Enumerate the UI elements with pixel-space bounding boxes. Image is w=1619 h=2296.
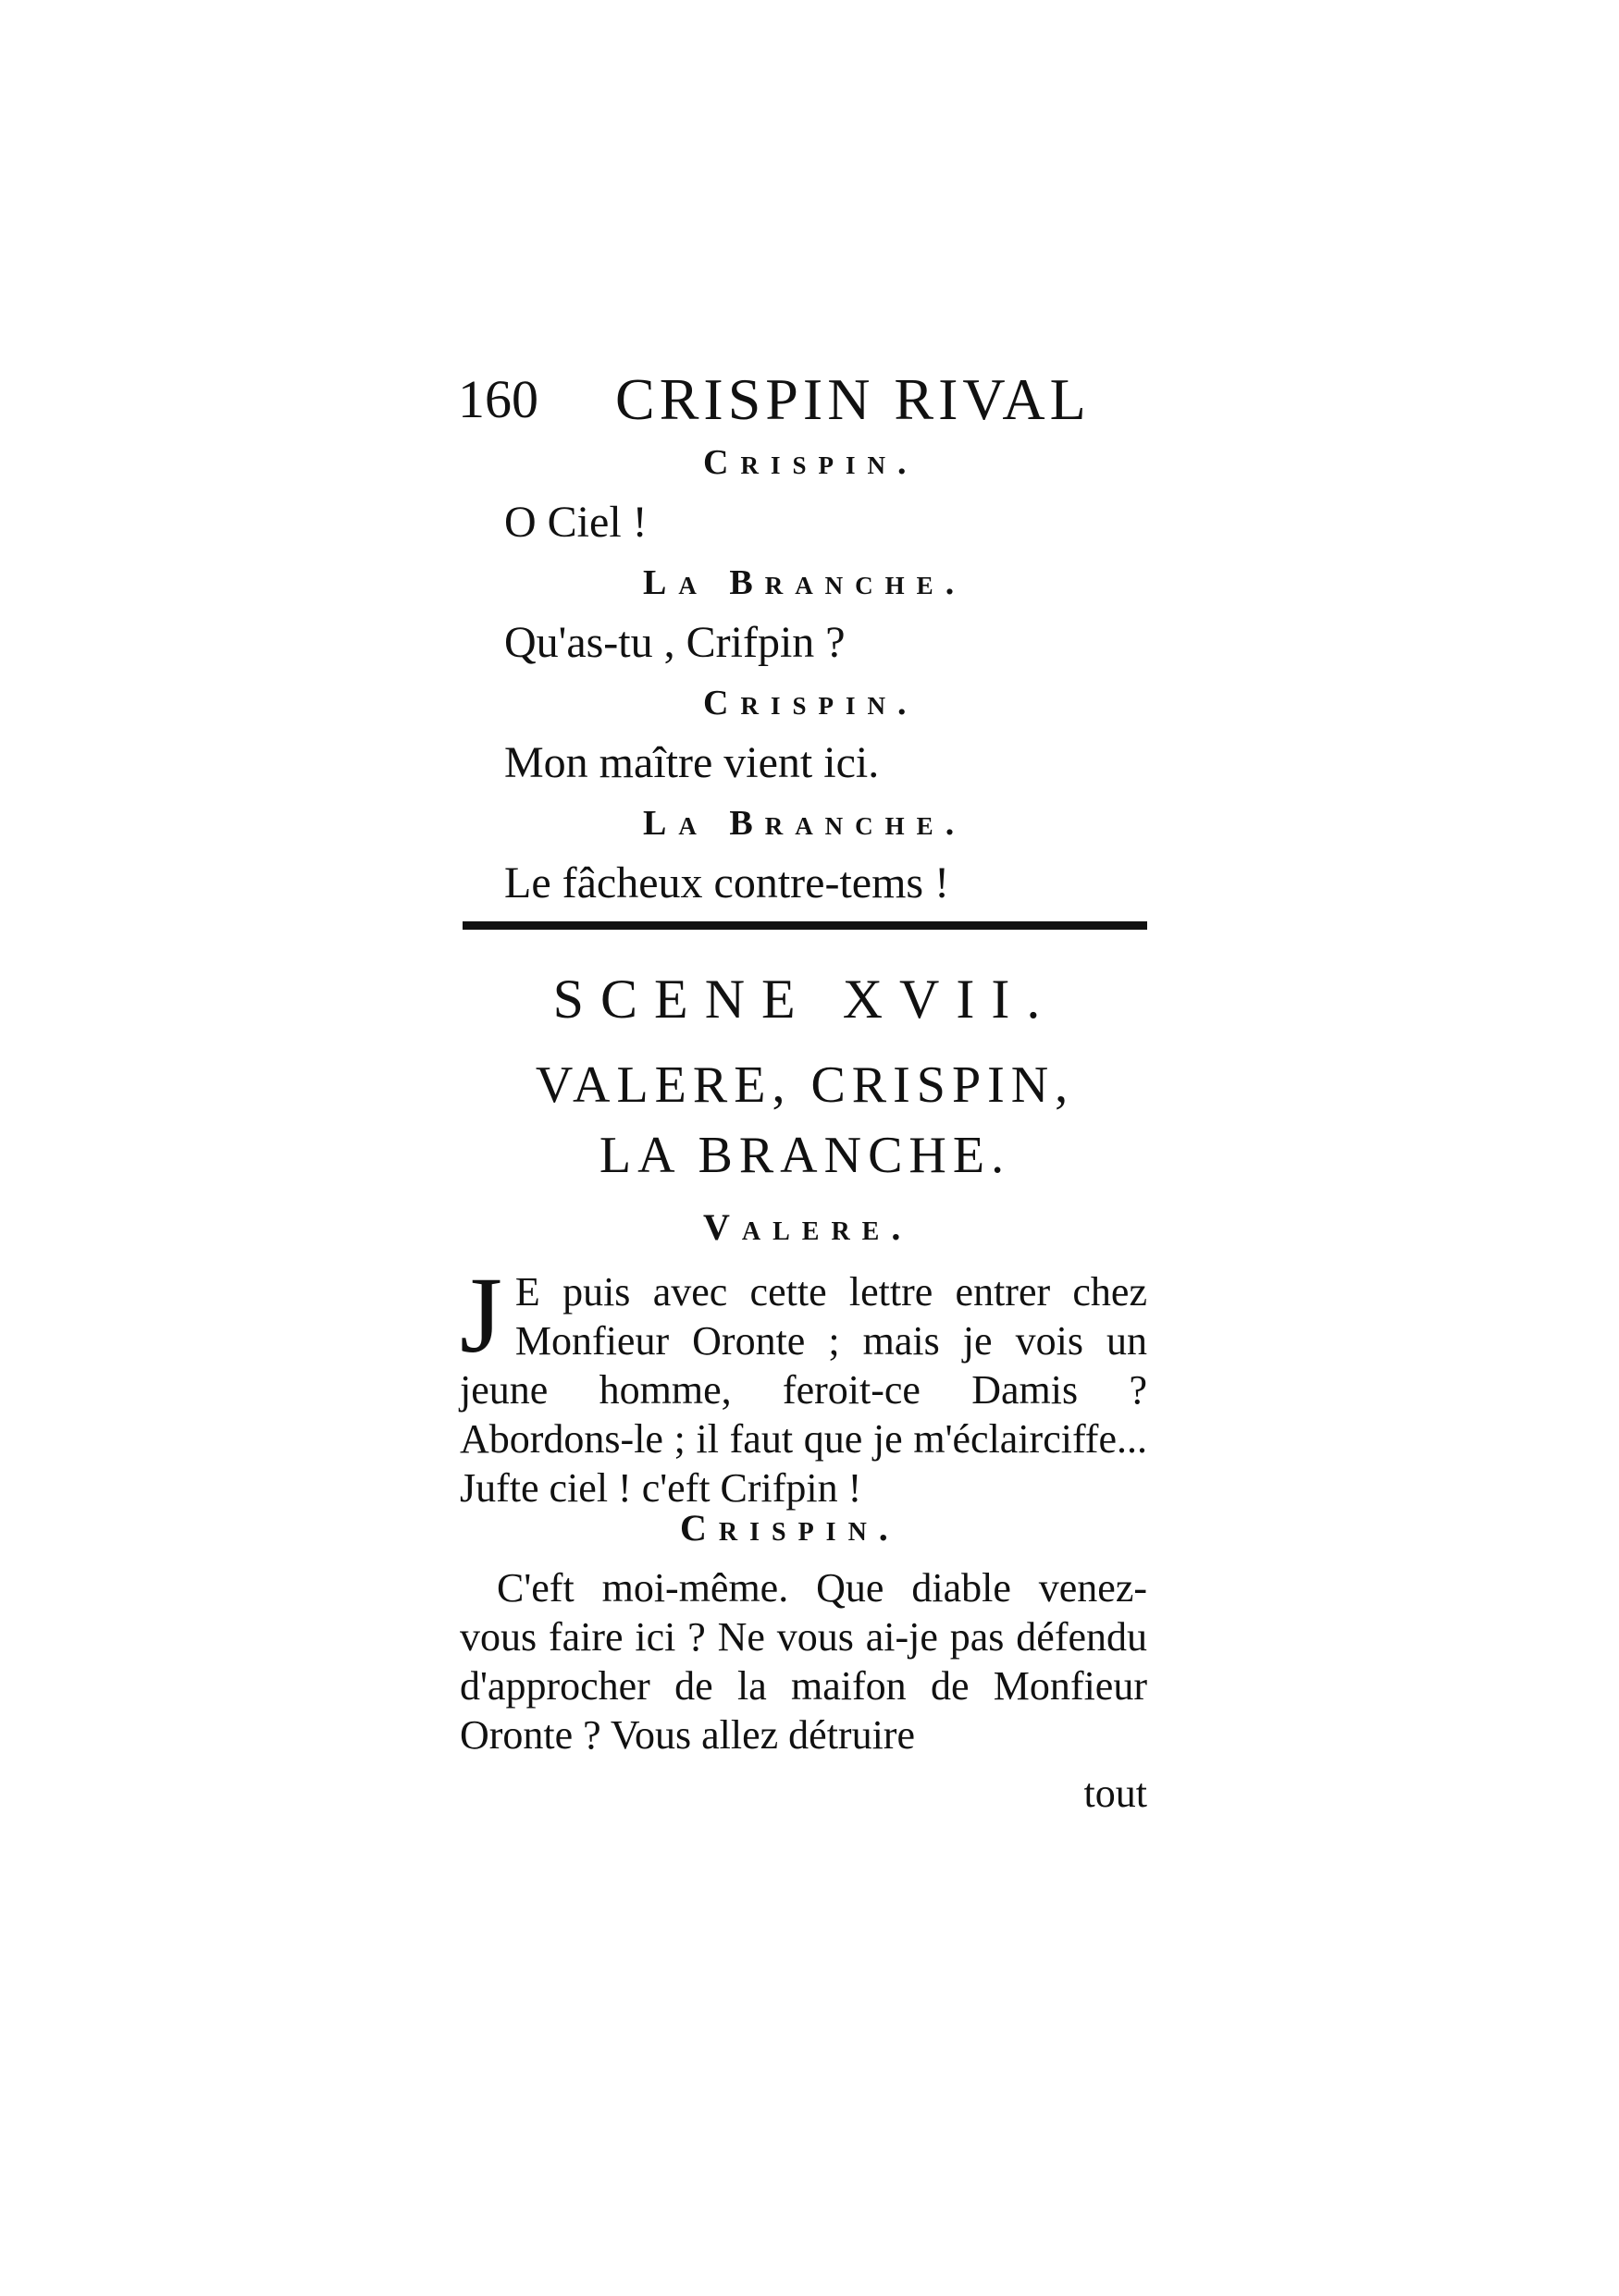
section-rule [463, 921, 1147, 930]
dialogue-line: Qu'as-tu , Crifpin ? [504, 618, 846, 667]
page-number: 160 [458, 369, 538, 429]
drop-cap: J [460, 1254, 502, 1376]
speech-paragraph [460, 1563, 1147, 1759]
dialogue-line: Mon maître vient ici. [504, 738, 880, 787]
characters-line: LA BRANCHE. [599, 1127, 1011, 1184]
speech-text: C'eft moi-même. Que diable venez-vous faire ici ? Ne vous ai-je pas défendu d'approcher de la maifon de Monfieur Oronte ? Vous allez détruire [460, 1565, 1147, 1758]
speaker-name: La Branche. [643, 563, 967, 602]
characters-line: VALERE, CRISPIN, [535, 1056, 1075, 1114]
speaker-name: La Branche. [643, 804, 967, 843]
catchword: tout [1083, 1771, 1147, 1816]
dialogue-block [504, 433, 1152, 914]
running-title: CRISPIN RIVAL [615, 366, 1091, 432]
speaker-name: Crispin. [703, 443, 919, 482]
dialogue-line: Le fâcheux contre-tems ! [504, 858, 950, 907]
speaker-name: Valere. [703, 1206, 913, 1248]
dialogue-line: O Ciel ! [504, 498, 648, 547]
speech-paragraph [460, 1254, 1147, 1512]
scene-title: SCENE XVII. [552, 969, 1057, 1030]
speaker-name: Crispin. [703, 684, 919, 722]
page-header [458, 363, 1161, 437]
speaker-name: Crispin. [680, 1507, 900, 1549]
speech-text: E puis avec cette lettre entrer chez Monfieur Oronte ; mais je vois un jeune homme, feroit-ce Damis ? Abordons-le ; il faut que je m'éclairciffe... Jufte ciel ! c'eft Crifpin ! [460, 1269, 1147, 1511]
scene-characters [463, 1050, 1147, 1191]
